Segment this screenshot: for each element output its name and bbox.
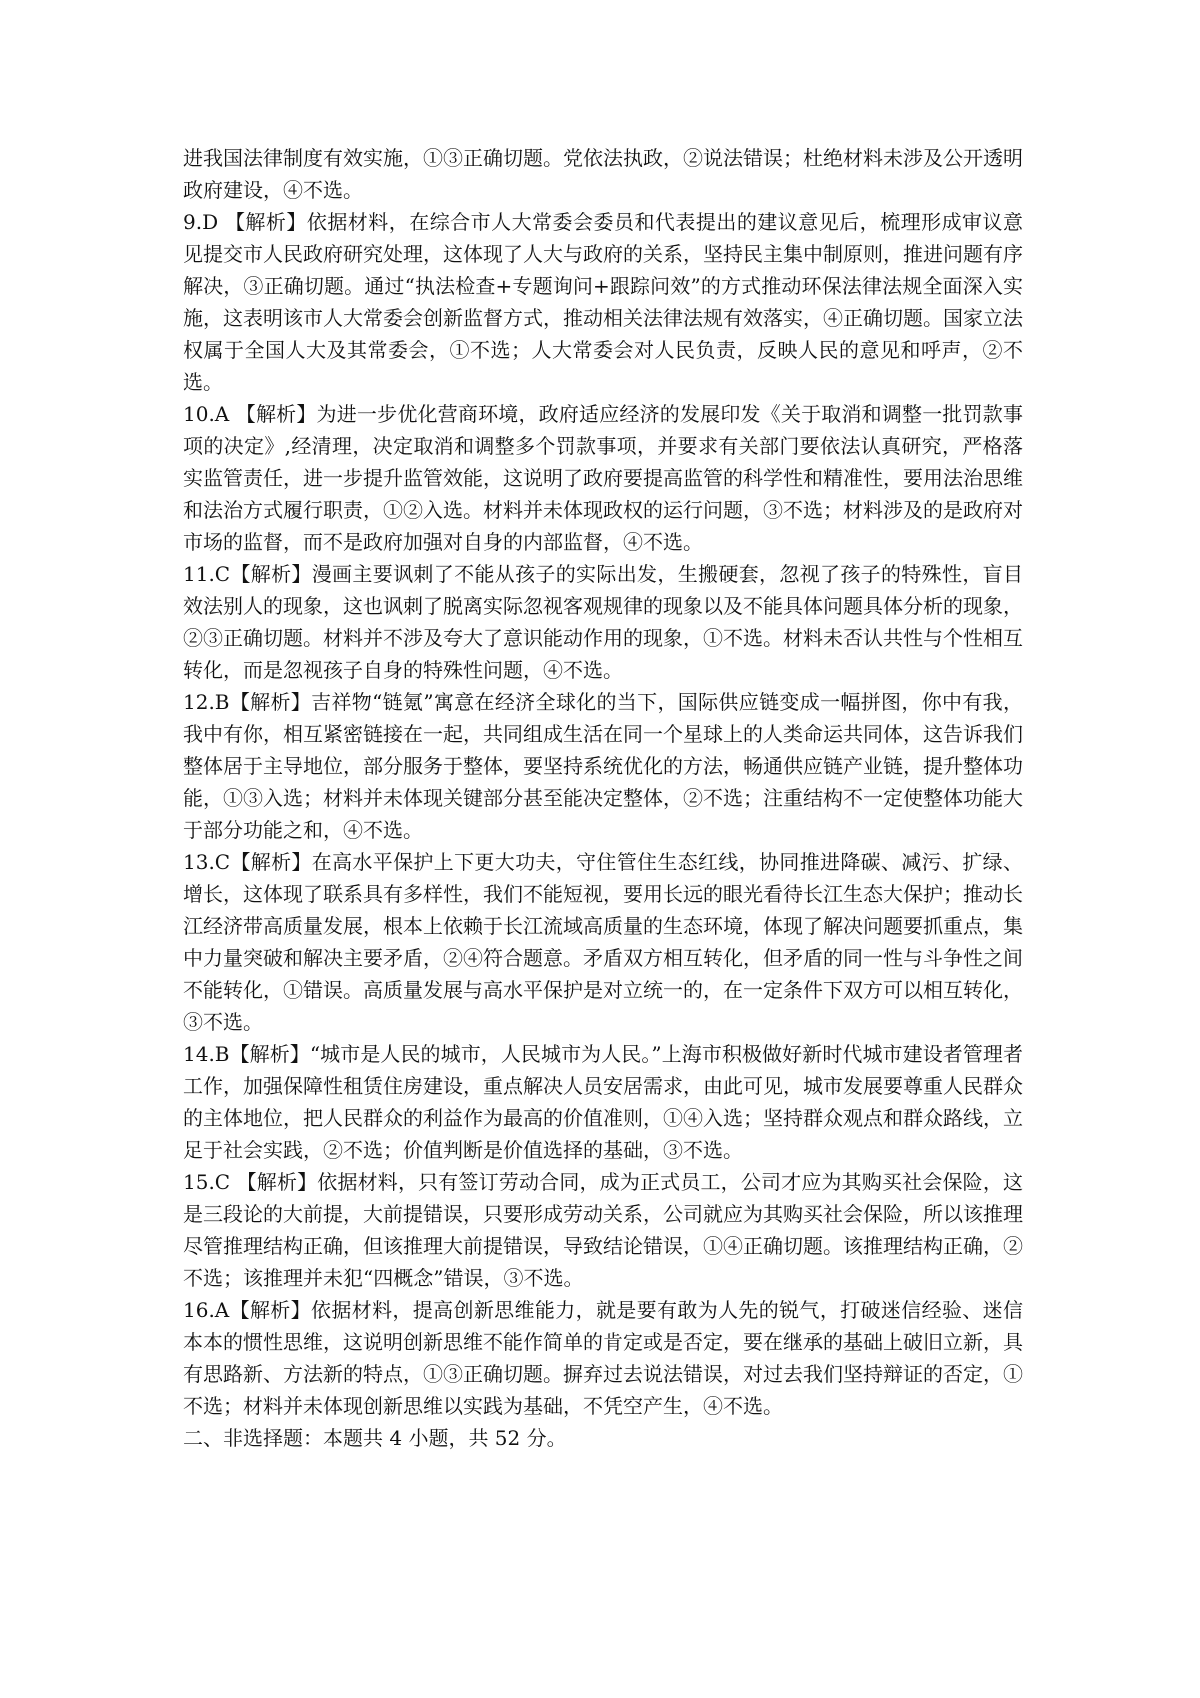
answer-14: 14.B【解析】“城市是人民的城市，人民城市为人民。”上海市积极做好新时代城市建设者管理者工作，加强保障性租赁住房建设，重点解决人员安居需求，由此可见，城市发展要尊重人民群众的主体地位，把人民群众的利益作为最高的价值准则，①④入选；坚持群众观点和群众路线，立足于社会实践，②不选；价值判断是价值选择的基础，③不选。 (183, 1042, 1023, 1162)
answer-9: 9.D 【解析】依据材料，在综合市人大常委会委员和代表提出的建议意见后，梳理形成审议意见提交市人民政府研究处理，这体现了人大与政府的关系，坚持民主集中制原则，推进问题有序解决，③正确切题。通过“执法检查+专题询问+跟踪问效”的方式推动环保法律法规全面深入实施，这表明该市人大常委会创新监督方式，推动相关法律法规有效落实，④正确切题。国家立法权属于全国人大及其常委会，①不选；人大常委会对人民负责，反映人民的意见和呼声，②不选。 (183, 210, 1023, 394)
answer-11: 11.C【解析】漫画主要讽刺了不能从孩子的实际出发，生搬硬套，忽视了孩子的特殊性，盲目效法别人的现象，这也讽刺了脱离实际忽视客观规律的现象以及不能具体问题具体分析的现象，②③正确切题。材料并不涉及夸大了意识能动作用的现象，①不选。材料未否认共性与个性相互转化，而是忽视孩子自身的特殊性问题，④不选。 (183, 562, 1023, 682)
answer-13: 13.C【解析】在高水平保护上下更大功夫，守住管住生态红线，协同推进降碳、减污、扩绿、增长，这体现了联系具有多样性，我们不能短视，要用长远的眼光看待长江生态大保护；推动长江经济带高质量发展，根本上依赖于长江流域高质量的生态环境，体现了解决问题要抓重点，集中力量突破和解决主要矛盾，②④符合题意。矛盾双方相互转化，但矛盾的同一性与斗争性之间不能转化，①错误。高质量发展与高水平保护是对立统一的，在一定条件下双方可以相互转化，③不选。 (183, 850, 1023, 1034)
answer-15: 15.C 【解析】依据材料，只有签订劳动合同，成为正式员工，公司才应为其购买社会保险，这是三段论的大前提，大前提错误，只要形成劳动关系，公司就应为其购买社会保险，所以该推理尽管推理结构正确，但该推理大前提错误，导致结论错误，①④正确切题。该推理结构正确，②不选；该推理并未犯“四概念”错误，③不选。 (183, 1170, 1023, 1290)
answer-16: 16.A【解析】依据材料，提高创新思维能力，就是要有敢为人先的锐气，打破迷信经验、迷信本本的惯性思维，这说明创新思维不能作简单的肯定或是否定，要在继承的基础上破旧立新，具有思路新、方法新的特点，①③正确切题。摒弃过去说法错误，对过去我们坚持辩证的否定，①不选；材料并未体现创新思维以实践为基础，不凭空产生，④不选。 (183, 1298, 1023, 1418)
answer-12: 12.B【解析】吉祥物“链氪”寓意在经济全球化的当下，国际供应链变成一幅拼图，你中有我，我中有你，相互紧密链接在一起，共同组成生活在同一个星球上的人类命运共同体，这告诉我们整体居于主导地位，部分服务于整体，要坚持系统优化的方法，畅通供应链产业链，提升整体功能，①③入选；材料并未体现关键部分甚至能决定整体，②不选；注重结构不一定使整体功能大于部分功能之和，④不选。 (183, 690, 1023, 842)
paragraph-continuation: 进我国法律制度有效实施，①③正确切题。党依法执政，②说法错误；杜绝材料未涉及公开透明政府建设，④不选。 (183, 146, 1023, 202)
answer-10: 10.A 【解析】为进一步优化营商环境，政府适应经济的发展印发《关于取消和调整一批罚款事项的决定》,经清理，决定取消和调整多个罚款事项，并要求有关部门要依法认真研究，严格落实监管责任，进一步提升监管效能，这说明了政府要提高监管的科学性和精准性，要用法治思维和法治方式履行职责，①②入选。材料并未体现政权的运行问题，③不选；材料涉及的是政府对市场的监督，而不是政府加强对自身的内部监督，④不选。 (183, 402, 1023, 554)
section-heading: 二、非选择题：本题共 4 小题，共 52 分。 (183, 1426, 567, 1450)
document-page (183, 142, 1023, 1454)
